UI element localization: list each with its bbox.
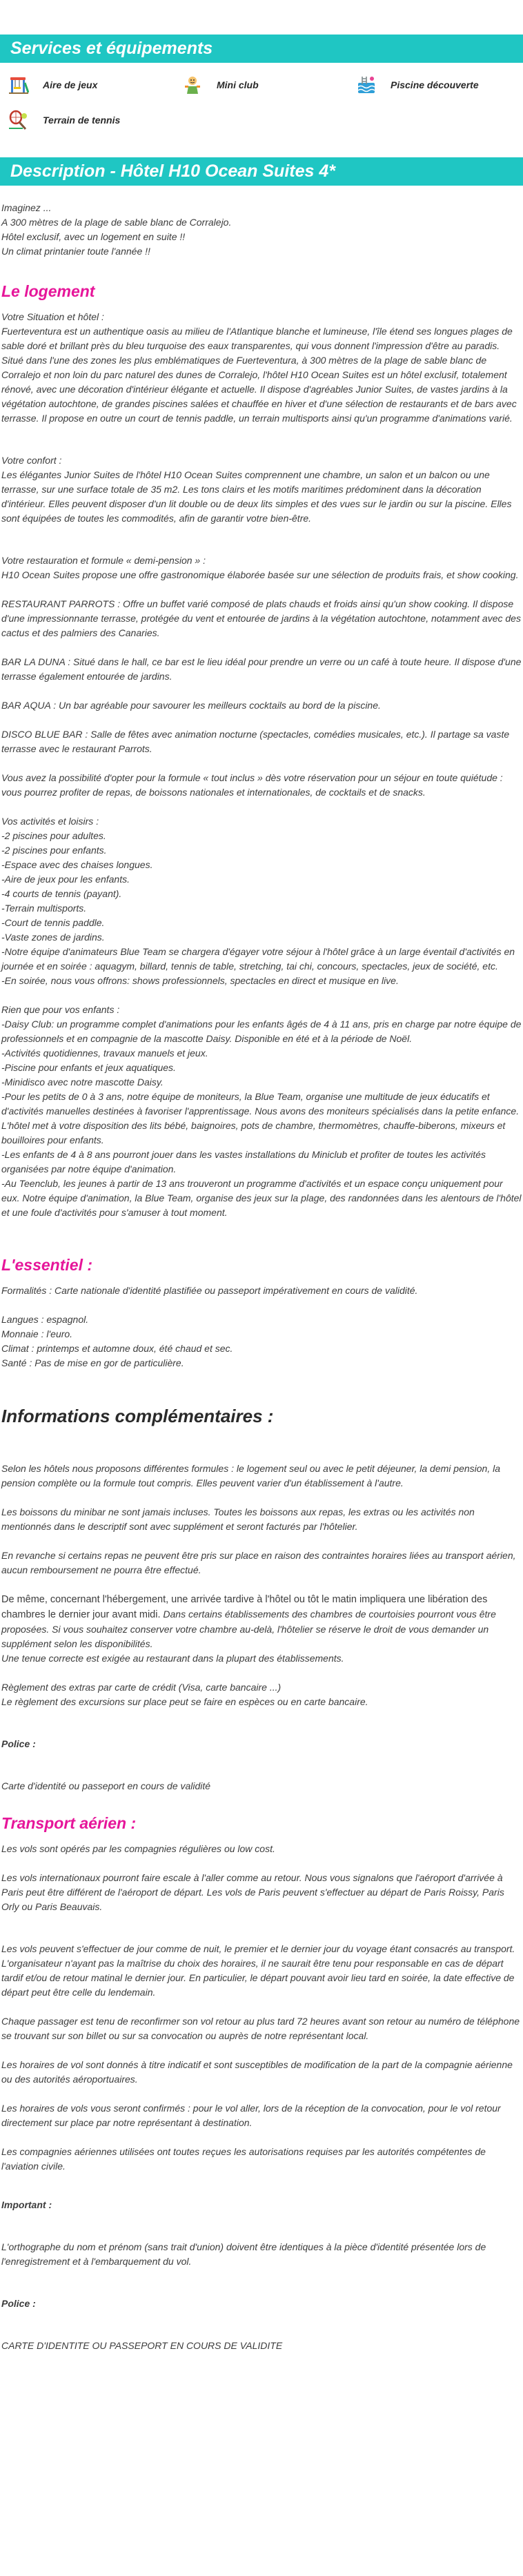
infos-police-text: Carte d'identité ou passeport en cours de validité (1, 1780, 211, 1791)
enfants-item: -Minidisco avec notre mascotte Daisy. (1, 1076, 164, 1088)
infos-p4-italic: Dans certains établissements des chambres de courtoisies pourront vous être proposées. Si vous souhaitez conserver votre chambre au-delà, l'hôtelier se réserve le droit de vous demander un supplément selon les disponibilités. (1, 1609, 496, 1649)
formalites-text: Formalités : Carte nationale d'identité plastifiée ou passeport impérativement en cours de validité. (1, 1285, 418, 1296)
restauration-label: Votre restauration et formule « demi-pension » : (1, 555, 206, 566)
mini-club-icon (182, 75, 203, 95)
transport-police-label: Police : (1, 2298, 36, 2309)
intro-line: Hôtel exclusif, avec un logement en suite !! (1, 231, 186, 242)
infos-p4c: Une tenue correcte est exigée au restaurant dans la plupart des établissements. (1, 1653, 344, 1664)
activites-label: Vos activités et loisirs : (1, 816, 99, 827)
activity-item: -Aire de jeux pour les enfants. (1, 874, 130, 885)
activity-item: -Court de tennis paddle. (1, 917, 105, 928)
intro-line: Un climat printanier toute l'année !! (1, 246, 150, 257)
infos-p5: Règlement des extras par carte de crédit (Visa, carte bancaire ...) (1, 1682, 282, 1693)
enfants-item: -Daisy Club: un programme complet d'animations pour les enfants âgés de 4 à 11 ans, pris en charge par notre équipe de professionnels et en compagnie de la mascotte Daisy. Disponible en été et à la période de Noël. (1, 1019, 522, 1044)
transport-p2: Les vols internationaux pourront faire escale à l'aller comme au retour. Nous vous signalons que l'aéroport d'arrivée à Paris peut être différent de l'aéroport de départ. Les vols de Paris peuvent s'effectuer au départ de Paris Roissy, Paris Orly ou Paris Beauvais. (1, 1872, 504, 1912)
essentiel-list (1, 1312, 522, 1370)
transport-p6: Les horaires de vols vous seront confirmés : pour le vol aller, lors de la réception de la convocation, pour le vol retour directement sur place par notre représentant à destination. (1, 2103, 501, 2128)
important-label: Important : (1, 2199, 52, 2210)
essentiel-item: Climat : printemps et automne doux, été chaud et sec. (1, 1343, 233, 1354)
logement-heading: Le logement (1, 282, 95, 300)
enfants-block (1, 1003, 522, 1220)
infos-p4 (1, 1592, 522, 1651)
enfants-item: -Piscine pour enfants et jeux aquatiques. (1, 1062, 176, 1073)
essentiel-heading: L'essentiel : (1, 1256, 93, 1274)
service-item-playground (8, 75, 97, 95)
transport-p3: Les vols peuvent s'effectuer de jour comme de nuit, le premier et le dernier jour du voyage étant consacrés au transport. L'organisateur n'ayant pas la maîtrise du choix des horaires, il ne saurait être tenu pour responsable en cas de départ tardif et/ou de retour matinal le dernier jour. En particulier, le départ pouvant avoir lieu tard en soirée, la date effective de départ peut être celle du lendemain. (1, 1943, 515, 1998)
disco-blue-bar: DISCO BLUE BAR : Salle de fêtes avec animation nocturne (spectacles, comédies musicales, etc.). Il partage sa vaste terrasse avec le restaurant Parrots. (1, 729, 510, 754)
restauration-text: H10 Ocean Suites propose une offre gastronomique élaborée basée sur une sélection de produits frais, et show cooking. (1, 569, 519, 580)
important-text: L'orthographe du nom et prénom (sans trait d'union) doivent être identiques à la pièce d'identité présentée lors de l'enregistrement et à l'embarquement du vol. (1, 2241, 486, 2267)
enfants-item: -Les enfants de 4 à 8 ans pourront jouer dans les vastes installations du Miniclub et profiter de toutes les activités organisées par notre équipe d'animation. (1, 1149, 486, 1174)
enfants-item: -Au Teenclub, les jeunes à partir de 13 ans trouveront un programme d'activités et un espace conçu uniquement pour eux. Notre équipe d'animation, la Blue Team, organise des jeux sur la plage, des randonnées dans les alentours de l'hôtel et une foule d'activités pour s'amuser à tout moment. (1, 1178, 522, 1218)
service-item-mini-club (182, 75, 259, 95)
transport-p7: Les compagnies aériennes utilisées ont toutes reçues les autorisations requises par les autorités compétentes de l'aviation civile. (1, 2146, 486, 2172)
tennis-icon (8, 110, 29, 130)
description-banner: Description - Hôtel H10 Ocean Suites 4* (0, 157, 523, 186)
enfants-label: Rien que pour vos enfants : (1, 1004, 120, 1015)
pool-icon (356, 75, 377, 95)
infos-police-label: Police : (1, 1738, 36, 1749)
service-item-pool (356, 75, 479, 95)
bar-la-duna: BAR LA DUNA : Situé dans le hall, ce bar est le lieu idéal pour prendre un verre ou un café à toute heure. Il dispose d'une terrasse également entourée de jardins. (1, 656, 522, 682)
essentiel-item: Monnaie : l'euro. (1, 1328, 73, 1339)
intro-line: Imaginez ... (1, 202, 52, 213)
infos-heading: Informations complémentaires : (1, 1406, 274, 1426)
enfants-item: -Pour les petits de 0 à 3 ans, notre équipe de moniteurs, la Blue Team, organise une multitude de jeux éducatifs et d'activités manuelles destinées à favoriser l'apprentissage. Nous avons des moniteurs spécialisés dans la petite enfance. L'hôtel met à votre disposition des lits bébé, baignoires, pots de chambre, thermomètres, chauffe-biberons, mixeurs et bouilloires pour enfants. (1, 1091, 520, 1146)
confort-label: Votre confort : (1, 455, 62, 466)
activites-block (1, 814, 522, 988)
enfants-item: -Activités quotidiennes, travaux manuels et jeux. (1, 1048, 208, 1059)
infos-p2: Les boissons du minibar ne sont jamais incluses. Toutes les boissons aux repas, les extras ou les activités non mentionnés dans le descriptif sont avec supplément et seront facturés par l'hôtelier. (1, 1506, 475, 1532)
activity-item: -2 piscines pour enfants. (1, 845, 107, 856)
activity-item: -Terrain multisports. (1, 903, 87, 914)
activity-item: -Vaste zones de jardins. (1, 932, 105, 943)
transport-p1: Les vols sont opérés par les compagnies régulières ou low cost. (1, 1843, 275, 1854)
infos-p5b: Le règlement des excursions sur place peut se faire en espèces ou en carte bancaire. (1, 1696, 368, 1707)
confort-block (1, 453, 522, 526)
transport-heading: Transport aérien : (1, 1814, 137, 1832)
service-label: Terrain de tennis (43, 115, 121, 126)
service-label: Mini club (217, 79, 259, 90)
restaurant-parrots: RESTAURANT PARROTS : Offre un buffet varié composé de plats chauds et froids ainsi qu'un show cooking. Il dispose d'une impressionnante terrasse, protégée du vent et entourée de jardins à la végétation autochtone, notamment avec des cactus et des palmiers des Canaries. (1, 598, 521, 638)
service-label: Aire de jeux (43, 79, 98, 90)
infos-p3: En revanche si certains repas ne peuvent être pris sur place en raison des contraintes horaires liées au transport aérien, aucun remboursement ne pourra être effectué. (1, 1550, 516, 1575)
services-banner: Services et équipements (0, 35, 523, 63)
confort-text: Les élégantes Junior Suites de l'hôtel H10 Ocean Suites comprennent une chambre, un salon et un balcon ou une terrasse, sur une surface totale de 35 m2. Les tons clairs et les motifs maritimes prédominent dans la décoration d'intérieur. Elles peuvent disposer d'un lit double ou de deux lits simples et des vues sur le jardin ou sur la piscine. Elles sont équipées de toutes les commodités, afin de garantir votre bien-être. (1, 469, 512, 524)
situation-label: Votre Situation et hôtel : (1, 311, 104, 322)
transport-police-text: CARTE D'IDENTITE OU PASSEPORT EN COURS DE VALIDITE (1, 2340, 283, 2351)
restauration-block (1, 553, 522, 582)
services-grid (0, 63, 523, 146)
activity-item: -Notre équipe d'animateurs Blue Team se chargera d'égayer votre séjour à l'hôtel grâce à un large éventail d'activités en journée et en soirée : aquagym, billard, tennis de table, stretching, tai chi, concours, spectacles, jeux de société, etc. (1, 946, 515, 972)
service-label: Piscine découverte (391, 79, 479, 90)
infos-p1: Selon les hôtels nous proposons différentes formules : le logement seul ou avec le petit déjeuner, la demi pension, la pension complète ou la formule tout compris. Elles peuvent varier d'un établissement à l'autre. (1, 1463, 500, 1488)
activity-item: -2 piscines pour adultes. (1, 830, 106, 841)
activity-item: -4 courts de tennis (payant). (1, 888, 122, 899)
essentiel-item: Langues : espagnol. (1, 1314, 89, 1325)
service-item-tennis (8, 110, 120, 130)
situation-text: Fuerteventura est un authentique oasis au milieu de l'Atlantique blanche et lumineuse, l'île étend ses longues plages de sable doré et brillant près du bleu turquoise des eaux transparentes, qui vous donnent l'impression d'être au paradis. Situé dans l'une des zones les plus emblématiques de Fuerteventura, à 300 mètres de la plage de sable blanc de Corralejo et non loin du parc naturel des dunes de Corralejo, l'hôtel H10 Ocean Suites est un hôtel exclusif, totalement rénové, avec une décoration d'intérieur élégante et actuelle. Il dispose d'agréables Junior Suites, de vastes jardins à la végétation autochtone, de grandes piscines salées et chauffée en hiver et d'une sélection de restaurants et de bars avec terrasse. Il propose en outre un court de tennis paddle, un terrain multisports ainsi qu'un programme d'animations varié. (1, 326, 517, 424)
intro-block (1, 201, 522, 259)
intro-line: A 300 mètres de la plage de sable blanc de Corralejo. (1, 217, 232, 228)
infos-p4-normal: De même, concernant l'hébergement, une arrivée tardive à l'hôtel ou tôt le matin impliquera une libération des chambres le dernier jour avant midi. (1, 1594, 488, 1620)
essentiel-item: Santé : Pas de mise en gor de particulière. (1, 1357, 184, 1368)
all-inclusive-text: Vous avez la possibilité d'opter pour la formule « tout inclus » dès votre réservation pour un séjour en toute quiétude : vous pourrez profiter de repas, de boissons nationales et internationales, de cocktails et de snacks. (1, 772, 503, 798)
bar-aqua: BAR AQUA : Un bar agréable pour savourer les meilleurs cocktails au bord de la piscine. (1, 700, 381, 711)
playground-icon (8, 75, 29, 95)
transport-p4: Chaque passager est tenu de reconfirmer son vol retour au plus tard 72 heures avant son retour au numéro de téléphone se trouvant sur son billet ou sur sa convocation ou auprès de notre représentant local. (1, 2016, 520, 2041)
activity-item: -Espace avec des chaises longues. (1, 859, 153, 870)
description-content (0, 201, 523, 2353)
situation-block (1, 310, 522, 426)
activity-item: -En soirée, nous vous offrons: shows professionnels, spectacles en direct et musique en live. (1, 975, 399, 986)
transport-p5: Les horaires de vol sont donnés à titre indicatif et sont susceptibles de modification de la part de la compagnie aérienne ou des autorités aéroportuaires. (1, 2059, 513, 2085)
